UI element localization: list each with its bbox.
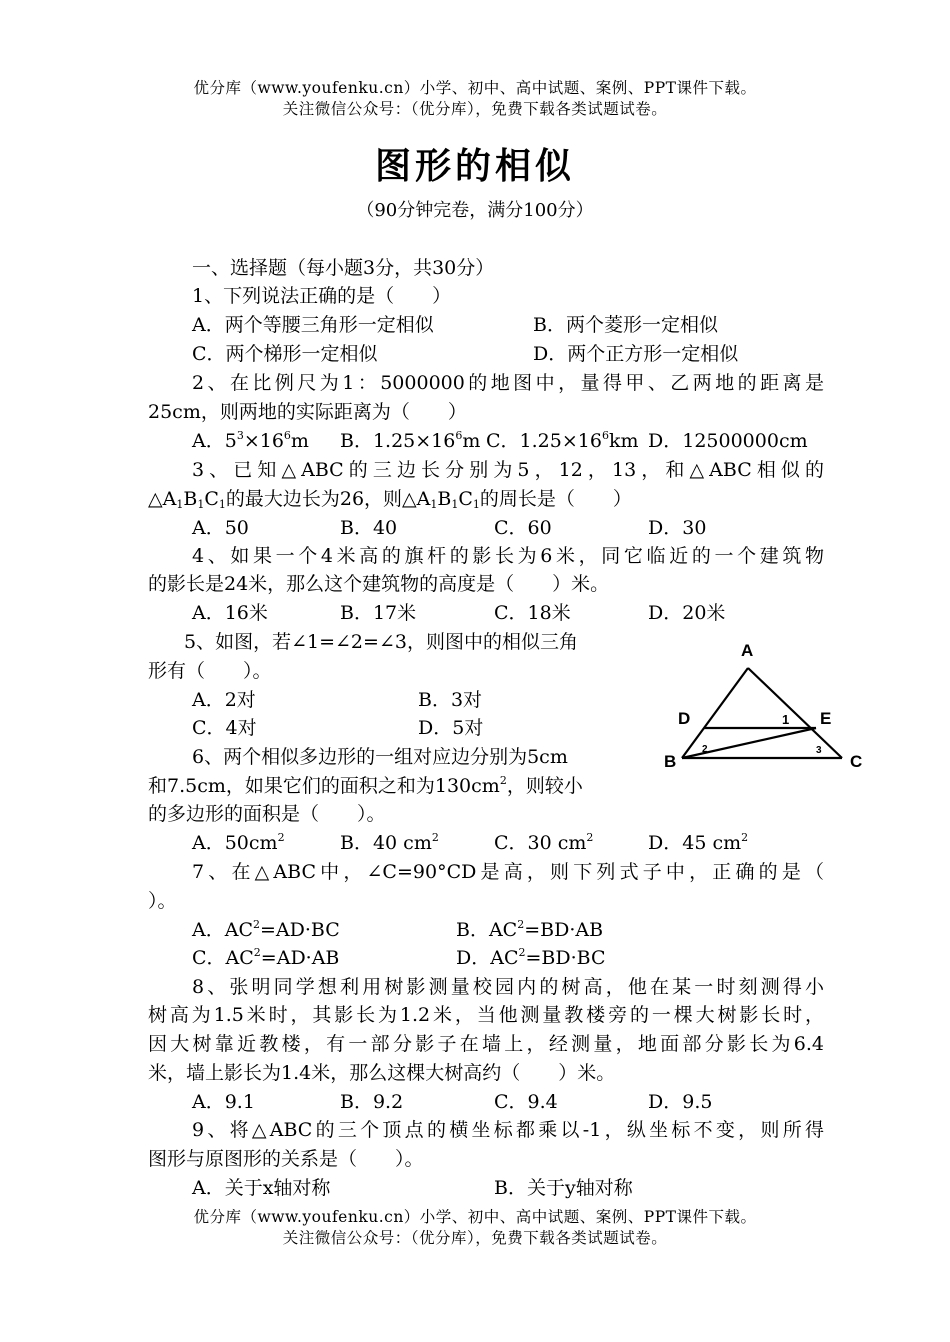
q2-option-b: B．$1.25\times 16^6m$ [340,429,481,452]
q4-option-c: C．18米 [494,602,571,624]
q4-stem-line1: 4、如果一个4米高的旗杆的影长为6米，同它临近的一个建筑物 [192,545,824,567]
q5-stem-line2: 形有（ ）。 [148,660,272,682]
q6-stem-line3: 的多边形的面积是（ ）。 [148,803,386,825]
q1-option-d: D．两个正方形一定相似 [533,343,739,365]
q3-option-b: B．40 [340,517,398,539]
q8-option-b: B．9.2 [340,1091,404,1113]
footer-line-1: 优分库（www.youfenku.cn）小学、初中、高中试题、案例、PPT课件下载。 [193,1208,757,1226]
q5-option-c: C．4对 [192,717,257,739]
q2-option-c: C．$1.25\times 16^6km$ [486,429,639,452]
section-heading: 一、选择题（每小题3分，共30分） [192,257,495,279]
q3-option-a: A．50 [192,517,249,539]
q6-stem-line1: 6、两个相似多边形的一组对应边分别为5cm [192,746,568,768]
q5-option-b: B．3对 [418,689,483,711]
footer-line-2: 关注微信公众号：（优分库），免费下载各类试题试卷。 [282,1229,668,1247]
q6-option-d: D．45 $cm^2$ [648,831,749,854]
triangle-figure [662,636,868,776]
q7-option-c: C．$AC^2=AD\cdot AB$ [192,946,340,969]
q6-stem-line2: 和7.5cm，如果它们的面积之和为$130cm^2$，则较小 [148,774,583,797]
q9-option-b: B．关于y轴对称 [494,1177,633,1199]
q8-stem-line4: 米，墙上影长为1.4米，那么这棵大树高约（ ）米。 [148,1062,616,1084]
q6-option-b: B．40 $cm^2$ [340,831,439,854]
q4-option-b: B．17米 [340,602,417,624]
q1-stem: 1、下列说法正确的是（ ） [192,285,452,307]
q7-stem-line2: ）。 [148,890,177,912]
label-a: A [741,641,754,660]
page-subtitle: （90分钟完卷，满分100分） [356,200,594,221]
q8-option-c: C．9.4 [494,1091,558,1113]
q2-stem-line2: 25cm，则两地的实际距离为（ ） [148,401,467,423]
q7-option-a: A．$AC^2=AD\cdot BC$ [192,918,340,941]
q5-stem-line1: 5、如图，若∠1=∠2=∠3，则图中的相似三角 [184,631,578,653]
q4-stem-line2: 的影长是24米，那么这个建筑物的高度是（ ）米。 [148,573,610,595]
q8-stem-line2: 树高为1.5米时，其影长为1.2米，当他测量教楼旁的一棵大树影长时， [148,1004,824,1026]
header-line-1: 优分库（www.youfenku.cn）小学、初中、高中试题、案例、PPT课件下载。 [193,79,757,97]
page-footer [0,1207,950,1249]
q1-option-b: B．两个菱形一定相似 [533,314,718,336]
page-title: 图形的相似 [374,146,575,187]
q6-option-a: A．$50cm^2$ [192,831,285,854]
q4-option-a: A．16米 [192,602,268,624]
q6-option-c: C．30 $cm^2$ [494,831,594,854]
q3-option-c: C．60 [494,517,552,539]
q8-stem-line3: 因大树靠近教楼，有一部分影子在墙上，经测量，地面部分影长为6.4 [148,1033,824,1055]
page-header [0,78,950,120]
q2-stem-line1: 2、在比例尺为1：5000000的地图中，量得甲、乙两地的距离是 [192,372,824,394]
q2-option-a: A．$5^3\times 16^6m$ [192,429,309,452]
q5-option-d: D．5对 [418,717,484,739]
q3-option-d: D．30 [648,517,707,539]
angle-2-label: 2 [702,744,708,755]
q1-option-a: A．两个等腰三角形一定相似 [192,314,434,336]
q8-stem-line1: 8、张明同学想利用树影测量校园内的树高，他在某一时刻测得小 [192,976,824,998]
q8-option-d: D．9.5 [648,1091,713,1113]
q5-option-a: A．2对 [192,689,256,711]
q7-option-d: D．$AC^2=BD\cdot BC$ [456,946,606,969]
q3-stem-line2: $\triangle A_1B_1C_1$的最大边长为26，则$\triangle A_1B_1C_1$的周长是（ ） [148,488,632,511]
label-d: D [678,709,691,728]
q7-stem-line1: 7、在△ABC中，∠C=90°CD是高，则下列式子中，正确的是（ [192,861,824,883]
q3-stem-line1: 3、已知△ABC的三边长分别为5，12，13，和△ABC相似的 [192,459,824,481]
q8-option-a: A．9.1 [192,1091,255,1113]
q4-option-d: D．20米 [648,602,726,624]
q2-option-d: D．12500000cm [648,430,808,452]
q9-stem-line2: 图形与原图形的关系是（ ）。 [148,1148,424,1170]
q9-stem-line1: 9、将△ABC的三个顶点的横坐标都乘以-1，纵坐标不变，则所得 [192,1119,824,1141]
q7-option-b: B．$AC^2=BD\cdot AB$ [456,918,604,941]
q1-option-c: C．两个梯形一定相似 [192,343,378,365]
label-c: C [850,752,863,771]
angle-3-label: 3 [816,745,822,756]
label-e: E [820,709,832,728]
label-b: B [664,752,677,771]
angle-1-label: 1 [782,712,790,727]
header-line-2: 关注微信公众号：（优分库），免费下载各类试题试卷。 [282,100,668,118]
q9-option-a: A．关于x轴对称 [192,1177,331,1199]
